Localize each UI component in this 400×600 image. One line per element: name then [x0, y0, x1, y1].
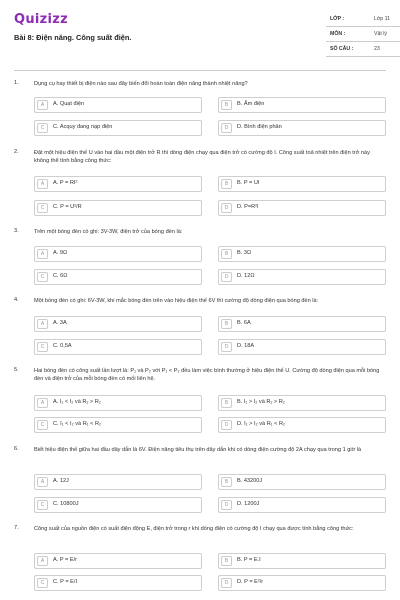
question-number: 3.	[14, 228, 19, 234]
question-number: 1.	[14, 80, 19, 86]
meta-value: 23	[374, 46, 380, 52]
option-text: D. Bình điện phân	[237, 124, 282, 130]
option-text: B. 3Ω	[237, 250, 252, 256]
option-text: A. 3A	[53, 320, 67, 326]
option-letter: B	[221, 179, 232, 189]
option-text: C. I₁ < I₂ và R₁ < R₂	[53, 421, 102, 427]
option-text: D. 1200J	[237, 501, 260, 507]
option-letter: D	[221, 420, 232, 430]
option-b[interactable]	[218, 246, 386, 262]
option-c[interactable]	[34, 497, 202, 513]
option-text: A. P = E/r	[53, 557, 77, 563]
question-text: Hai bóng đèn có công suất lần lượt là: P₁ và P₂ với P₁ < P₂ đều làm việc bình thường ở hiệu điện thế U. Cường độ dòng điện qua mỗi bóng đèn và điện trở của mỗi bóng đèn có mối liên hệ.	[34, 368, 380, 382]
option-c[interactable]	[34, 200, 202, 216]
option-letter: A	[37, 100, 48, 110]
option-letter: B	[221, 556, 232, 566]
option-letter: A	[37, 556, 48, 566]
option-a[interactable]	[34, 474, 202, 490]
question	[14, 80, 386, 142]
option-text: D. P = E²/r	[237, 579, 264, 585]
option-text: B. Ấm điện	[237, 101, 265, 107]
option-letter: C	[37, 123, 48, 133]
question-text: Dụng cụ hay thiết bị điện nào sau đây biến đổi hoàn toàn điện năng thành nhiệt năng?	[34, 81, 248, 87]
option-text: A. 12J	[53, 478, 69, 484]
option-letter: A	[37, 398, 48, 408]
option-letter: B	[221, 100, 232, 110]
option-letter: C	[37, 500, 48, 510]
option-letter: B	[221, 398, 232, 408]
option-text: D. 18A	[237, 343, 255, 349]
option-letter: A	[37, 319, 48, 329]
meta-label: SỐ CÂU :	[330, 46, 354, 52]
question	[14, 367, 386, 437]
meta-label: LỚP :	[330, 16, 345, 22]
question-text: Trên một bóng đèn có ghi: 3V-3W, điện trở của bóng đèn là:	[34, 229, 183, 235]
option-text: C. P = E/I	[53, 579, 77, 585]
option-text: C. 0,5A	[53, 343, 72, 349]
worksheet-header	[14, 12, 390, 64]
option-b[interactable]	[218, 553, 386, 569]
option-b[interactable]	[218, 474, 386, 490]
option-letter: D	[221, 272, 232, 282]
option-b[interactable]	[218, 176, 386, 192]
option-a[interactable]	[34, 97, 202, 113]
option-text: A. Quạt điện	[53, 101, 85, 107]
header-divider	[14, 70, 386, 71]
option-a[interactable]	[34, 176, 202, 192]
option-c[interactable]	[34, 339, 202, 355]
quizizz-logo: Quizizz	[14, 12, 69, 27]
option-letter: D	[221, 578, 232, 588]
option-text: B. 6A	[237, 320, 251, 326]
option-letter: C	[37, 420, 48, 430]
meta-row-subject	[326, 27, 400, 42]
question-number: 5.	[14, 367, 19, 373]
option-b[interactable]	[218, 316, 386, 332]
option-c[interactable]	[34, 417, 202, 433]
question-text: Công suất của nguồn điện có suất điện động E, điện trở trong r khi dòng điện có cường độ I chạy qua được tính bằng công thức:	[34, 526, 354, 532]
option-b[interactable]	[218, 97, 386, 113]
option-letter: A	[37, 477, 48, 487]
option-a[interactable]	[34, 395, 202, 411]
question	[14, 297, 386, 359]
option-c[interactable]	[34, 120, 202, 136]
option-d[interactable]	[218, 120, 386, 136]
meta-row-class	[326, 12, 400, 27]
option-a[interactable]	[34, 316, 202, 332]
question-number: 7.	[14, 525, 19, 531]
worksheet-title: Bài 8: Điện năng. Công suất điện.	[14, 33, 132, 42]
option-b[interactable]	[218, 395, 386, 411]
option-d[interactable]	[218, 417, 386, 433]
option-letter: B	[221, 319, 232, 329]
meta-row-count	[326, 42, 400, 57]
option-d[interactable]	[218, 200, 386, 216]
question	[14, 228, 386, 290]
option-a[interactable]	[34, 553, 202, 569]
option-text: A. I₁ < I₂ và R₁ > R₂	[53, 399, 101, 405]
question-number: 4.	[14, 297, 19, 303]
option-a[interactable]	[34, 246, 202, 262]
question-text: Đặt một hiệu điện thế U vào hai đầu một điện trở R thì dòng điện chạy qua điện trở có cường độ I. Công suất toả nhiệt trên điện trở này không thể tính bằng công thức:	[34, 150, 370, 164]
option-d[interactable]	[218, 339, 386, 355]
question-number: 2.	[14, 149, 19, 155]
option-letter: A	[37, 179, 48, 189]
meta-value: Vật lý	[374, 31, 387, 37]
option-d[interactable]	[218, 269, 386, 285]
option-letter: A	[37, 249, 48, 259]
option-text: B. P = UI	[237, 180, 260, 186]
question	[14, 446, 386, 516]
meta-label: MÔN :	[330, 31, 346, 37]
option-d[interactable]	[218, 575, 386, 591]
meta-table	[326, 12, 400, 57]
option-letter: B	[221, 477, 232, 487]
question	[14, 149, 386, 219]
question	[14, 525, 386, 597]
option-text: A. 9Ω	[53, 250, 68, 256]
option-letter: D	[221, 500, 232, 510]
option-letter: B	[221, 249, 232, 259]
option-letter: D	[221, 342, 232, 352]
option-text: C. P = U²/R	[53, 204, 82, 210]
option-letter: D	[221, 123, 232, 133]
option-text: A. P = RI²	[53, 180, 78, 186]
option-text: D. 12Ω	[237, 273, 255, 279]
option-text: C. 6Ω	[53, 273, 68, 279]
option-text: B. I₁ > I₂ và R₁ > R₂	[237, 399, 285, 405]
option-letter: C	[37, 578, 48, 588]
option-letter: C	[37, 272, 48, 282]
option-c[interactable]	[34, 269, 202, 285]
option-letter: C	[37, 342, 48, 352]
option-c[interactable]	[34, 575, 202, 591]
option-text: B. P = E.I	[237, 557, 261, 563]
question-number: 6.	[14, 446, 19, 452]
option-letter: C	[37, 203, 48, 213]
option-letter: D	[221, 203, 232, 213]
option-text: C. 10800J	[53, 501, 79, 507]
question-text: Biết hiệu điện thế giữa hai đầu dây dẫn là 6V. Điện năng tiêu thụ trên dây dẫn khi có dòng điện cường độ 2A chạy qua trong 1 giờ là	[34, 447, 362, 453]
question-text: Một bóng đèn có ghi: 6V-3W, khi mắc bóng đèn trên vào hiệu điện thế 6V thì cường độ dòng điện qua bóng đèn là:	[34, 298, 319, 304]
option-text: D. P=R²I	[237, 204, 259, 210]
option-text: C. Acquy đang nạp điện	[53, 124, 113, 130]
option-text: B. 43200J	[237, 478, 263, 484]
meta-value: Lớp 11	[374, 16, 390, 22]
option-d[interactable]	[218, 497, 386, 513]
option-text: D. I₁ > I₂ và R₁ < R₂	[237, 421, 286, 427]
